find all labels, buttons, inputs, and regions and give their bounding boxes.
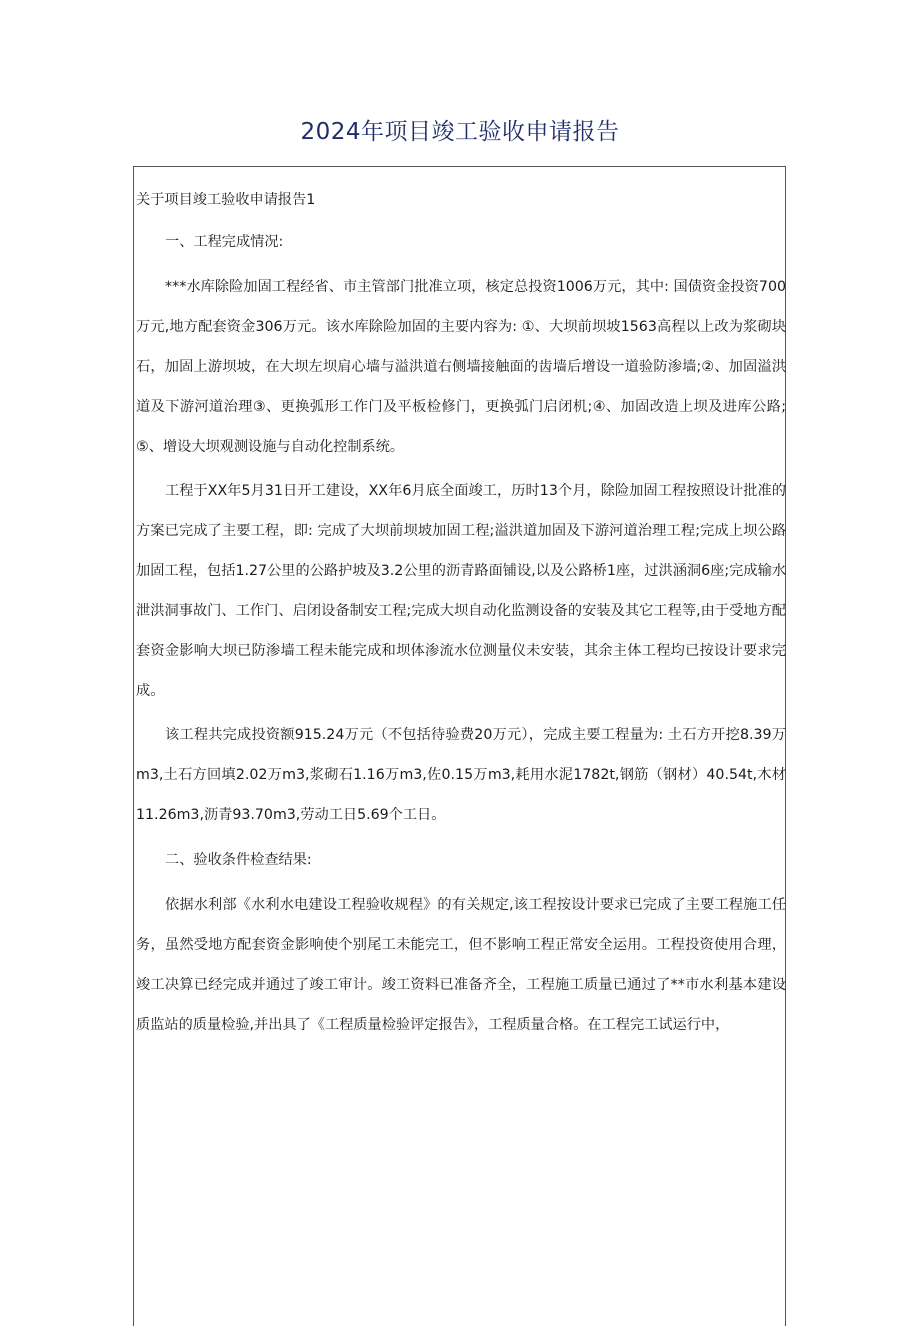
paragraph-inspection-results: 依据水利部《水利水电建设工程验收规程》的有关规定,该工程按设计要求已完成了主要工程施工任务，虽然受地方配套资金影响使个别尾工未能完工，但不影响工程正常安全运用。工程投资使用合理，竣工决算已经完成并通过了竣工审计。竣工资料已准备齐全，工程施工质量已通过了**市水利基本建设质监站的质量检验,并出具了《工程质量检验评定报告》，工程质量合格。在工程完工试运行中， bbox=[136, 897, 786, 1033]
document-title: 2024年项目竣工验收申请报告 bbox=[300, 119, 620, 145]
section-heading-completion: 一、工程完成情况: bbox=[165, 234, 284, 250]
paragraph-project-overview: ***水库除险加固工程经省、市主管部门批准立项，核定总投资1006万元，其中: 国债资金投资700万元,地方配套资金306万元。该水库除险加固的主要内容为: ①、大坝前坝坡1563高程以上改为浆砌块石，加固上游坝坡，在大坝左坝肩心墙与溢洪道右侧墙接触面的齿墙后增设一道验防渗墙;②、加固溢洪道及下游河道治理③、更换弧形工作门及平板检修门，更换弧门启闭机;④、加固改造上坝及进库公路;⑤、增设大坝观测设施与自动化控制系统。 bbox=[136, 279, 786, 455]
document-subtitle: 关于项目竣工验收申请报告1 bbox=[136, 192, 316, 208]
document-body bbox=[136, 179, 786, 1045]
section-heading-inspection: 二、验收条件检查结果: bbox=[165, 852, 312, 868]
paragraph-investment-quantities: 该工程共完成投资额915.24万元（不包括待验费20万元），完成主要工程量为: 土石方开挖8.39万m3,土石方回填2.02万m3,浆砌石1.16万m3,佐0.15万m3,耗用水泥1782t,钢筋（钢材）40.54t,木材11.26m3,沥青93.70m3,劳动工日5.69个工日。 bbox=[136, 727, 786, 823]
paragraph-construction-progress: 工程于XX年5月31日开工建设，XX年6月底全面竣工，历时13个月，除险加固工程按照设计批准的方案已完成了主要工程，即: 完成了大坝前坝坡加固工程;溢洪道加固及下游河道治理工程;完成上坝公路加固工程，包括1.27公里的公路护坡及3.2公里的沥青路面铺设,以及公路桥1座，过洪涵洞6座;完成输水泄洪洞事故门、工作门、启闭设备制安工程;完成大坝自动化监测设备的安装及其它工程等,由于受地方配套资金影响大坝已防渗墙工程未能完成和坝体渗流水位测量仪未安装，其余主体工程均已按设计要求完成。 bbox=[136, 483, 786, 699]
